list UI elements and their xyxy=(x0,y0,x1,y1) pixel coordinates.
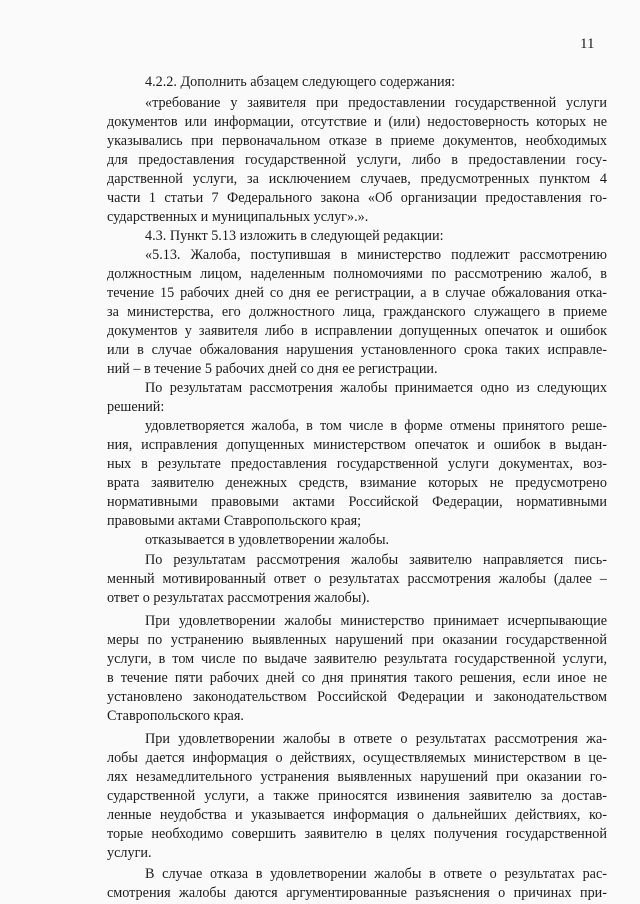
text-line: за министерства, его должностного лица, гражданского служащего в приеме xyxy=(107,304,607,320)
text-line: услуги, в том числе по выдаче заявителю результата государственной услуги, xyxy=(107,651,607,667)
text-line: или в случае обжалования нарушения установленного срока таких исправле- xyxy=(107,342,607,358)
text-line: нормативными правовыми актами Российской Федерации, нормативными xyxy=(107,494,607,510)
text-line: 4.2.2. Дополнить абзацем следующего содержания: xyxy=(145,74,456,90)
text-line: услуги. xyxy=(107,845,152,861)
text-line: ных в результате предоставления государственной услуги документах, воз- xyxy=(107,456,607,472)
text-line: По результатам рассмотрения жалобы принимается одно из следующих xyxy=(145,380,607,396)
text-line: «требование у заявителя при предоставлении государственной услуги xyxy=(145,95,607,111)
text-line: документов у заявителя либо в исправлении допущенных опечаток и ошибок xyxy=(107,323,607,339)
text-line: лобы дается информация о действиях, осуществляемых министерством в це- xyxy=(107,750,607,766)
text-line: При удовлетворении жалобы министерство принимает исчерпывающие xyxy=(145,613,607,629)
text-line: менный мотивированный ответ о результатах рассмотрения жалобы (далее – xyxy=(107,571,607,587)
text-line: врата заявителю денежных средств, взимание которых не предусмотрено xyxy=(107,475,607,491)
text-line: меры по устранению выявленных нарушений при оказании государственной xyxy=(107,632,607,648)
text-line: дарственной услуги, за исключением случаев, предусмотренных пунктом 4 xyxy=(107,171,607,187)
text-line: указывались при первоначальном отказе в приеме документов, необходимых xyxy=(107,133,607,149)
text-line: должностным лицом, наделенным полномочиями по рассмотрению жалоб, в xyxy=(107,266,607,282)
text-line: отказывается в удовлетворении жалобы. xyxy=(145,532,390,548)
text-line: смотрения жалобы даются аргументированные разъяснения о причинах при- xyxy=(107,885,607,901)
text-line: ленные неудобства и указывается информация о дальнейших действиях, ко- xyxy=(107,807,607,823)
text-line: в течение пяти рабочих дней со дня принятия такого решения, если иное не xyxy=(107,670,607,686)
text-line: части 1 статьи 7 Федерального закона «Об организации предоставления го- xyxy=(107,190,607,206)
text-line: течение 15 рабочих дней со дня ее регистрации, а в случае обжалования отка- xyxy=(107,285,607,301)
text-line: ответ о результатах рассмотрения жалобы). xyxy=(107,590,370,606)
text-line: При удовлетворении жалобы в ответе о результатах рассмотрения жа- xyxy=(145,731,607,747)
text-line: сударственной услуги, а также приносятся извинения заявителю за достав- xyxy=(107,788,607,804)
text-line: удовлетворяется жалоба, в том числе в форме отмены принятого реше- xyxy=(145,418,607,434)
text-line: 4.3. Пункт 5.13 изложить в следующей редакции: xyxy=(145,228,444,244)
text-line: установлено законодательством Российской Федерации и законодательством xyxy=(107,689,607,705)
page-number: 11 xyxy=(580,36,595,52)
text-line: ния, исправления допущенных министерством опечаток и ошибок в выдан- xyxy=(107,437,607,453)
text-line: В случае отказа в удовлетворении жалобы в ответе о результатах рас- xyxy=(145,866,607,882)
text-line: сударственных и муниципальных услуг».». xyxy=(107,209,369,225)
text-line: лях незамедлительного устранения выявленных нарушений при оказании го- xyxy=(107,769,607,785)
text-line: ний – в течение 5 рабочих дней со дня ее регистрации. xyxy=(107,361,438,377)
text-line: правовыми актами Ставропольского края; xyxy=(107,513,362,529)
text-line: Ставропольского края. xyxy=(107,708,244,724)
text-line: торые необходимо совершить заявителю в целях получения государственной xyxy=(107,826,607,842)
text-line: По результатам рассмотрения жалобы заявителю направляется пись- xyxy=(145,552,607,568)
text-line: документов или информации, отсутствие и (или) недостоверность которых не xyxy=(107,114,607,130)
text-line: «5.13. Жалоба, поступившая в министерство подлежит рассмотрению xyxy=(145,247,607,263)
text-line: для предоставления государственной услуги, либо в предоставлении госу- xyxy=(107,152,607,168)
text-line: решений: xyxy=(107,399,165,415)
